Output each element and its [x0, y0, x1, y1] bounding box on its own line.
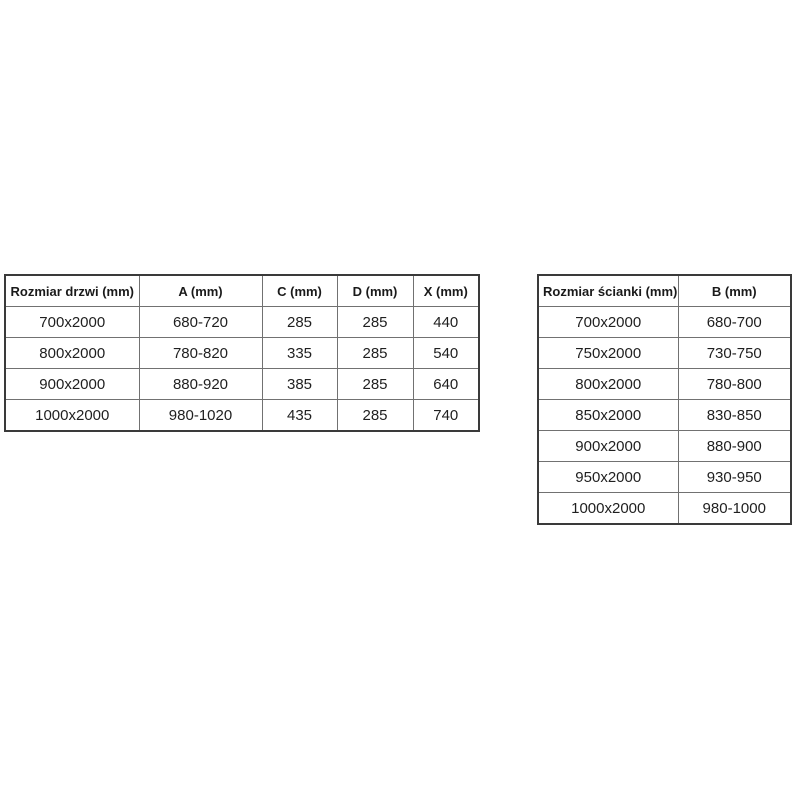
- table-cell: 900x2000: [538, 431, 678, 462]
- table-cell: 435: [262, 400, 337, 432]
- wall-sizes-table: [537, 274, 792, 525]
- table-row: [5, 307, 479, 338]
- table-cell: 1000x2000: [5, 400, 139, 432]
- table-row: [538, 400, 791, 431]
- table-cell: 780-820: [139, 338, 262, 369]
- table-cell: 900x2000: [5, 369, 139, 400]
- column-header: D (mm): [337, 275, 413, 307]
- table-cell: 700x2000: [5, 307, 139, 338]
- column-header: A (mm): [139, 275, 262, 307]
- table-cell: 640: [413, 369, 479, 400]
- table-cell: 540: [413, 338, 479, 369]
- table-header-row: [538, 275, 791, 307]
- table-cell: 830-850: [678, 400, 791, 431]
- table-cell: 980-1000: [678, 493, 791, 525]
- table-row: [5, 400, 479, 432]
- table-cell: 700x2000: [538, 307, 678, 338]
- table-cell: 980-1020: [139, 400, 262, 432]
- table-row: [538, 462, 791, 493]
- column-header: Rozmiar drzwi (mm): [5, 275, 139, 307]
- table-row: [5, 338, 479, 369]
- table-cell: 385: [262, 369, 337, 400]
- table-cell: 930-950: [678, 462, 791, 493]
- table-row: [538, 369, 791, 400]
- table-cell: 880-900: [678, 431, 791, 462]
- column-header: Rozmiar ścianki (mm): [538, 275, 678, 307]
- table-cell: 1000x2000: [538, 493, 678, 525]
- table-cell: 880-920: [139, 369, 262, 400]
- table-cell: 680-700: [678, 307, 791, 338]
- column-header: X (mm): [413, 275, 479, 307]
- table-cell: 285: [337, 307, 413, 338]
- table-row: [538, 431, 791, 462]
- table-row: [5, 369, 479, 400]
- table-cell: 680-720: [139, 307, 262, 338]
- table-row: [538, 307, 791, 338]
- table-cell: 750x2000: [538, 338, 678, 369]
- column-header: B (mm): [678, 275, 791, 307]
- table-row: [538, 338, 791, 369]
- table-cell: 335: [262, 338, 337, 369]
- table-cell: 285: [337, 338, 413, 369]
- table-cell: 285: [262, 307, 337, 338]
- table-header-row: [5, 275, 479, 307]
- table-cell: 440: [413, 307, 479, 338]
- table-cell: 285: [337, 400, 413, 432]
- table-cell: 950x2000: [538, 462, 678, 493]
- table-cell: 285: [337, 369, 413, 400]
- table-cell: 800x2000: [538, 369, 678, 400]
- table-cell: 740: [413, 400, 479, 432]
- door-sizes-table: [4, 274, 480, 432]
- table-cell: 800x2000: [5, 338, 139, 369]
- table-cell: 730-750: [678, 338, 791, 369]
- column-header: C (mm): [262, 275, 337, 307]
- table-cell: 780-800: [678, 369, 791, 400]
- table-cell: 850x2000: [538, 400, 678, 431]
- table-row: [538, 493, 791, 525]
